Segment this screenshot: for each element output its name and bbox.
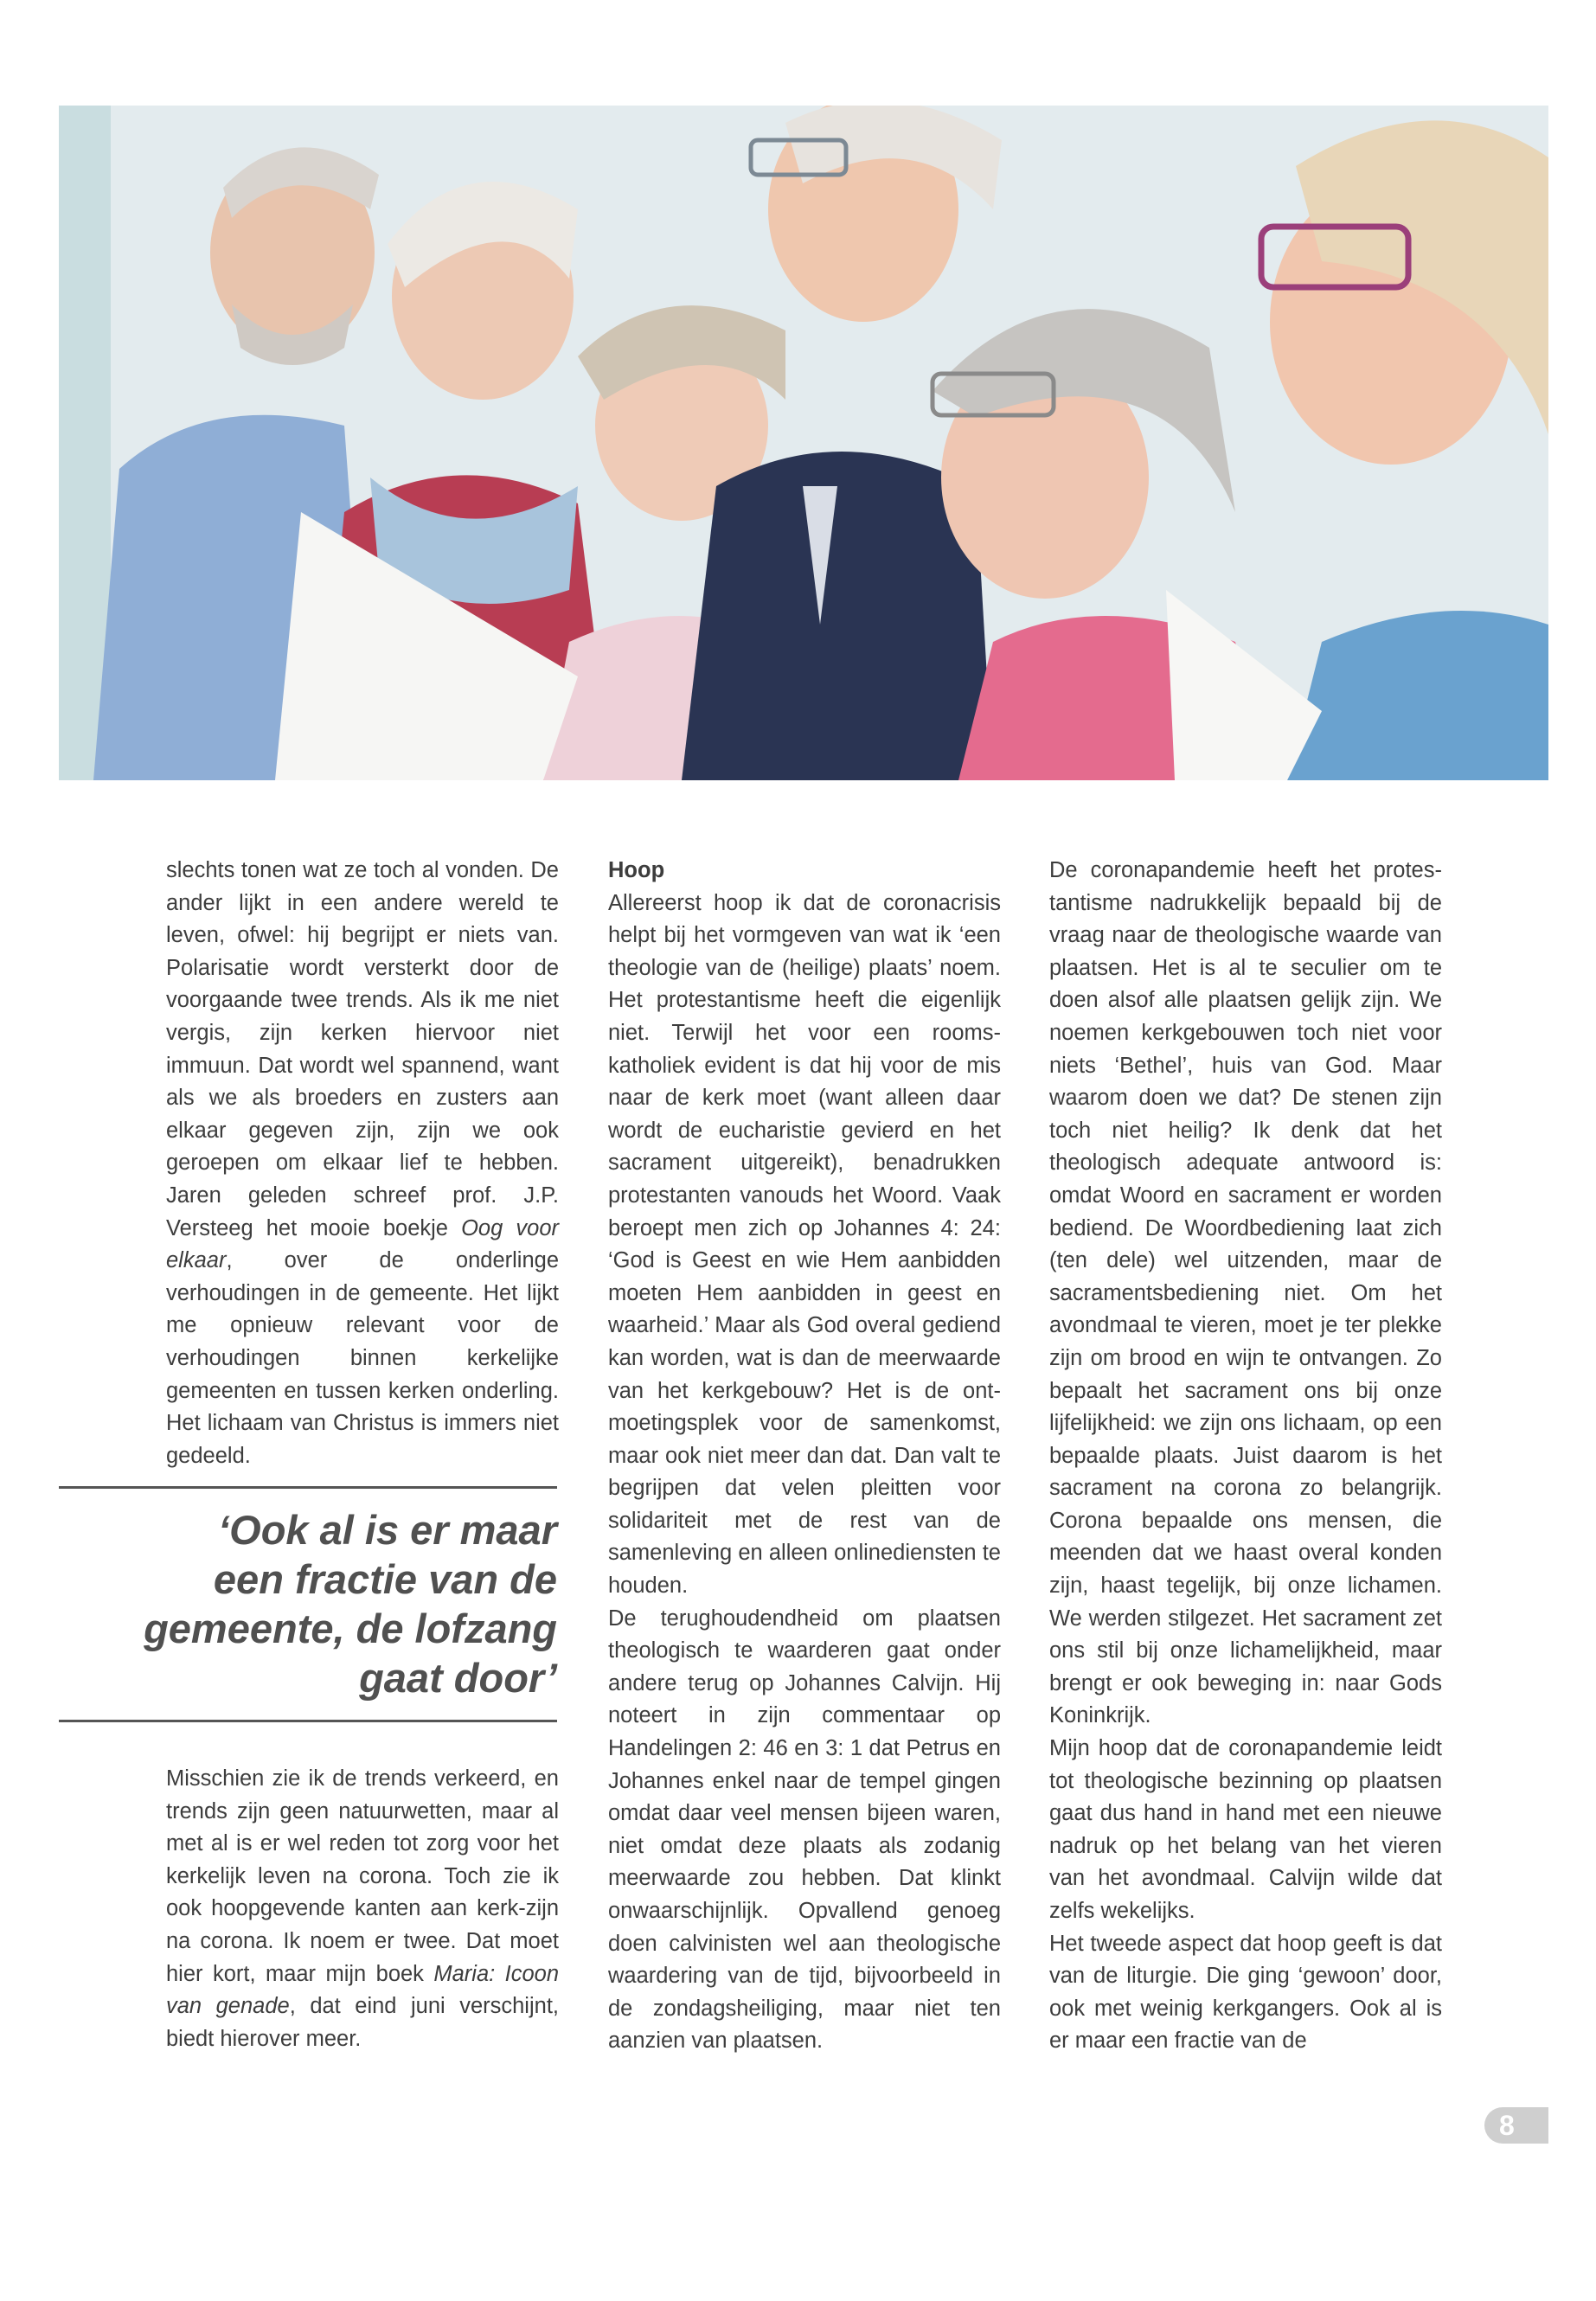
page-number: 8 — [1484, 2107, 1548, 2144]
quote-rule-top — [59, 1486, 557, 1489]
column-1-text-2-end: , dat eind juni verschijnt, biedt hierover meer. — [166, 1994, 559, 2051]
column-1-text: slechts tonen wat ze toch al vonden. De ander lijkt in een andere wereld te leven, ofwel: hij begrijpt er niets van. Polarisatie wordt versterkt door de voorgaande twee trends. Als ik me niet vergis, zijn kerken hiervoor niet immuun. Dat wordt wel spannend, want als we als broeders en zusters aan elkaar gegeven zijn, zijn we ook geroepen om elkaar lief te hebben. Jaren geleden schreef prof. J.P. Versteeg het mooie boekje — [166, 858, 559, 1240]
pull-quote-line: een fractie van de — [213, 1556, 557, 1602]
pull-quote — [59, 1505, 557, 1702]
column-1-bottom — [166, 1763, 559, 2055]
column-3-paragraph-1: De coronapandemie heeft het protestantisme nadrukkelijk bepaald bij de vraag naar de theologische waarde van plaatsen. Het is al te seculier om te doen alsof alle plaatsen gelijk zijn. We noemen kerkgebouwen toch niet voor niets ‘Bethel’, huis van God. Maar waarom doen we dat? De stenen zijn toch niet heilig? Ik denk dat het theologisch adequate antwoord is: omdat Woord en sacrament er worden bediend. De Woordbediening laat zich (ten dele) wel uitzenden, maar de sacramentsbediening niet. Om het avondmaal te vieren, moet je ter plekke zijn om brood en wijn te ontvangen. Zo bepaalt het sacrament ons bij onze lijfelijkheid: we zijn ons lichaam, op een bepaalde plaats. Juist daarom is het sacrament na corona zo belangrijk. Corona bepaalde ons mensen, die meenden dat we haast overal konden zijn, haast tegelijk, bij onze lichamen. We werden stilgezet. Het sacrament zet ons stil bij onze lichamelijkheid, maar brengt er ook beweging in: naar Gods Koninkrijk. — [1049, 858, 1442, 1728]
column-1-text-end: , over de onderlinge verhoudingen in de gemeente. Het lijkt me opnieuw relevant voor de verhoudingen binnen kerkelijke gemeenten en tussen kerken onderling. Het lichaam van Christus is immers niet gedeeld. — [166, 1248, 559, 1468]
column-2-paragraph-1: Allereerst hoop ik dat de coronacrisis helpt bij het vormgeven van wat ik ‘een theologie van de (heilige) plaats’ noem. Het protestantisme heeft die eigenlijk niet. Terwijl het voor een rooms-katholiek evident is dat hij voor de mis naar de kerk moet (want alleen daar wordt de eucharistie gevierd en het sacrament uitgereikt), benadrukken protestanten vanouds het Woord. Vaak beroept men zich op Johannes 4: 24: ‘God is Geest en wie Hem aanbidden moeten Hem aanbidden in geest en waarheid.’ Maar als God overal gediend kan worden, wat is dan de meerwaarde van het kerkgebouw? Het is de ontmoetingsplek voor de samenkomst, maar ook niet meer dan dat. Dan valt te begrijpen dat velen pleitten voor solidariteit met de rest van de samenleving en alleen onlinediensten te houden. — [608, 890, 1001, 1599]
pull-quote-line: gemeente, de lofzang — [144, 1606, 557, 1651]
book-title-2: Maria: Icoon van genade — [166, 1961, 560, 2019]
column-2-paragraph-2: De terughoudendheid om plaatsen theologisch te waarderen gaat onder andere terug op Johannes Calvijn. Hij noteert in zijn commentaar op Handelingen 2: 46 en 3: 1 dat Petrus en Johannes enkel naar de tempel gingen omdat daar veel mensen bijeen waren, niet omdat deze plaats als zodanig meerwaarde zou hebben. Dat klinkt onwaarschijnlijk. Opvallend genoeg doen calvinisten wel aan theologische waardering van de tijd, bijvoorbeeld in de zondagsheiliging, maar niet ten aanzien van plaatsen. — [608, 1606, 1001, 2054]
pull-quote-line: gaat door’ — [359, 1655, 557, 1701]
choir-photo — [59, 106, 1548, 780]
column-3 — [1049, 855, 1442, 2058]
column-1-paragraph-2 — [166, 1763, 559, 2055]
column-3-paragraph-2: Mijn hoop dat de coronapandemie leidt tot theologische bezinning op plaatsen gaat dus hand in hand met een nieuwe nadruk op het belang van het vieren van het avondmaal. Calvijn wilde dat zelfs wekelijks. — [1049, 1736, 1442, 1923]
book-title: Oog voor elkaar — [166, 1215, 559, 1273]
column-1-paragraph — [166, 855, 559, 1472]
choir-illustration — [59, 106, 1548, 780]
column-2 — [608, 855, 1001, 2058]
column-1-top — [166, 855, 559, 1472]
column-1-text-2: Misschien zie ik de trends verkeerd, en trends zijn geen natuurwetten, maar al met al is er wel reden tot zorg voor het kerkelijk leven na corona. Toch zie ik ook hoopgevende kanten aan kerk-zijn na corona. Ik noem er twee. Dat moet hier kort, maar mijn boek — [166, 1766, 559, 1986]
column-3-paragraph-3: Het tweede aspect dat hoop geeft is dat van de liturgie. Die ging ‘gewoon’ door, ook met weinig kerkgangers. Ook al is er maar een fractie van de — [1049, 1931, 1442, 2054]
quote-rule-bottom — [59, 1720, 557, 1722]
section-heading: Hoop — [608, 858, 665, 882]
pull-quote-line: ‘Ook al is er maar — [218, 1507, 557, 1553]
